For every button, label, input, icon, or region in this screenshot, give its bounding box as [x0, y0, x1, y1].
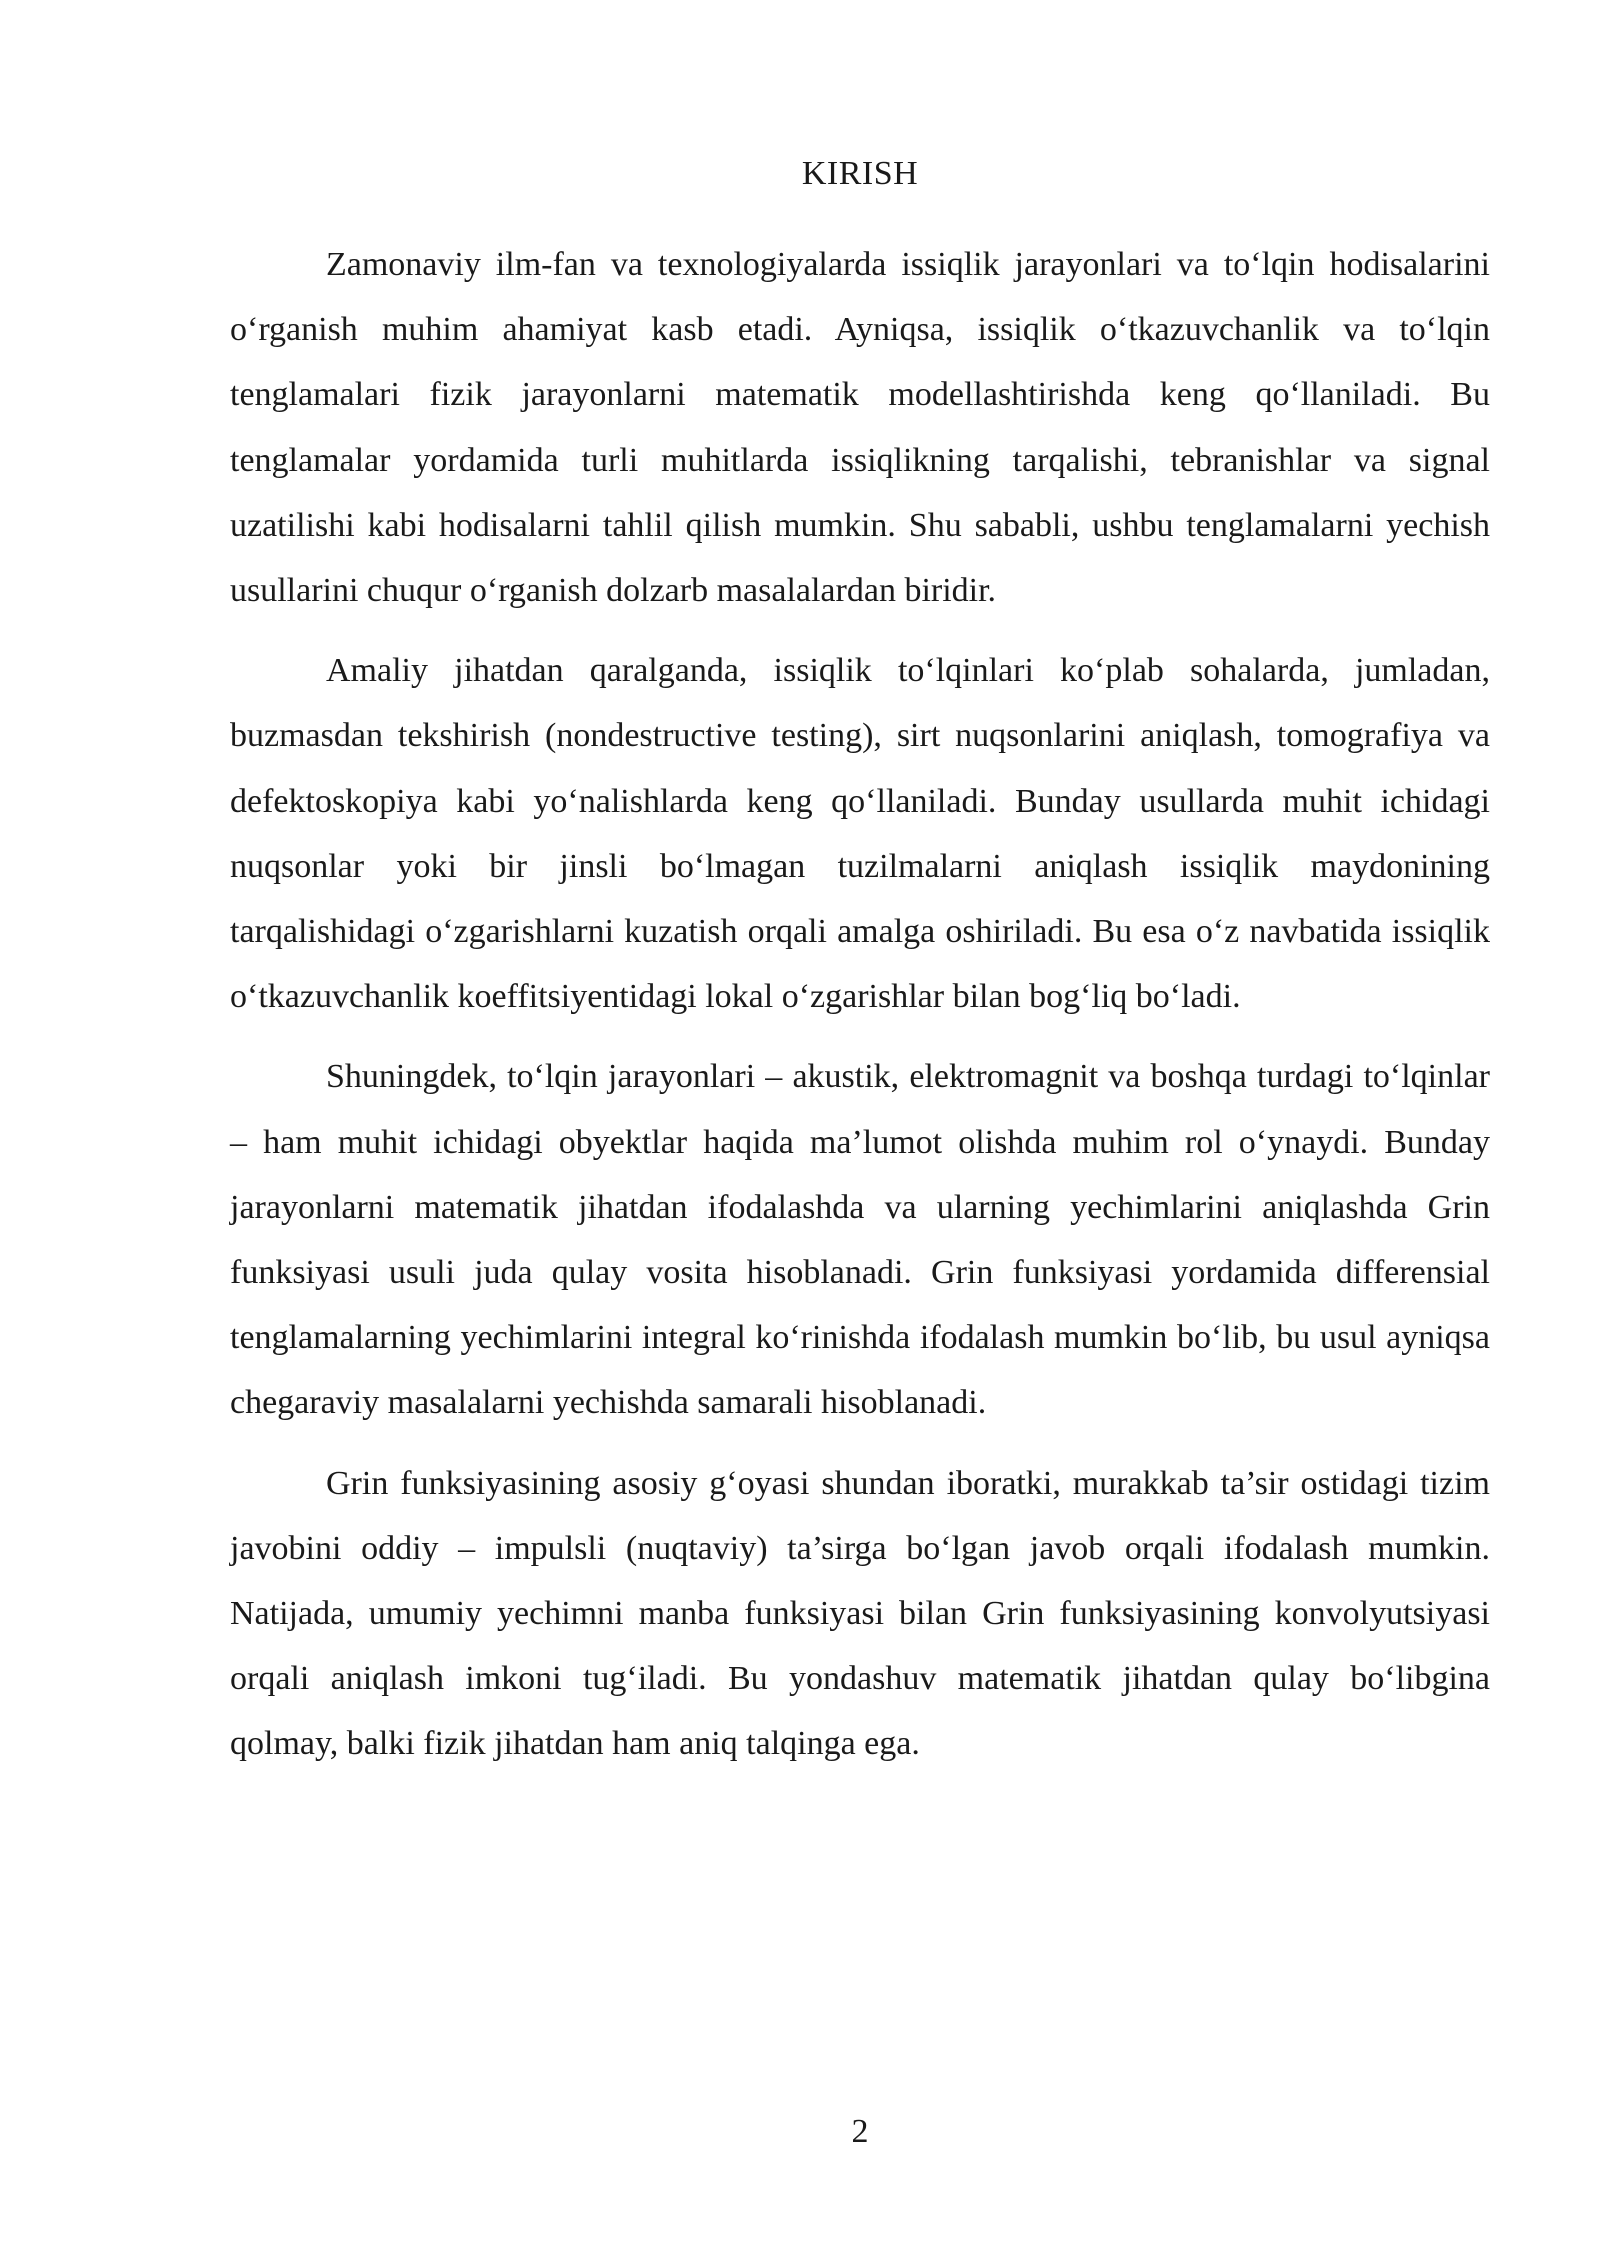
paragraph-4: Grin funksiyasining asosiy g‘oyasi shundan iboratki, murakkab ta’sir ostidagi tizim javobini oddiy – impulsli (nuqtaviy) ta’sirga bo‘lgan javob orqali ifodalash mumkin. Natijada, umumiy yechimni manba funksiyasi bilan Grin funksiyasining konvolyutsiyasi orqali aniqlash imkoni tug‘iladi. Bu yondashuv matematik jihatdan qulay bo‘libgina qolmay, balki fizik jihatdan ham aniq talqinga ega. [230, 1464, 1490, 1763]
section-heading: KIRISH [801, 155, 919, 192]
paragraph-3: Shuningdek, to‘lqin jarayonlari – akustik, elektromagnit va boshqa turdagi to‘lqinlar – ham muhit ichidagi obyektlar haqida ma’lumot olishda muhim rol o‘ynaydi. Bunday jarayonlarni matematik jihatdan ifodalashda va ularning yechimlarini aniqlashda Grin funksiyasi usuli juda qulay vosita hisoblanadi. Grin funksiyasi yordamida differensial tenglamalarning yechimlarini integral ko‘rinishda ifodalash mumkin bo‘lib, bu usul ayniqsa chegaraviy masalalarni yechishda samarali hisoblanadi. [230, 1058, 1490, 1422]
body-text [230, 232, 1490, 1792]
page-number: 2 [851, 2113, 869, 2150]
paragraph-1: Zamonaviy ilm-fan va texnologiyalarda issiqlik jarayonlari va to‘lqin hodisalarini o‘rganish muhim ahamiyat kasb etadi. Ayniqsa, issiqlik o‘tkazuvchanlik va to‘lqin tenglamalari fizik jarayonlarni matematik modellashtirishda keng qo‘llaniladi. Bu tenglamalar yordamida turli muhitlarda issiqlikning tarqalishi, tebranishlar va signal uzatilishi kabi hodisalarni tahlil qilish mumkin. Shu sababli, ushbu tenglamalarni yechish usullarini chuqur o‘rganish dolzarb masalalardan biridir. [230, 246, 1490, 610]
paragraph-2: Amaliy jihatdan qaralganda, issiqlik to‘lqinlari ko‘plab sohalarda, jumladan, buzmasdan tekshirish (nondestructive testing), sirt nuqsonlarini aniqlash, tomografiya va defektoskopiya kabi yo‘nalishlarda keng qo‘llaniladi. Bunday usullarda muhit ichidagi nuqsonlar yoki bir jinsli bo‘lmagan tuzilmalarni aniqlash issiqlik maydonining tarqalishidagi o‘zgarishlarni kuzatish orqali amalga oshiriladi. Bu esa o‘z navbatida issiqlik o‘tkazuvchanlik koeffitsiyentidagi lokal o‘zgarishlar bilan bog‘liq bo‘ladi. [230, 652, 1490, 1016]
